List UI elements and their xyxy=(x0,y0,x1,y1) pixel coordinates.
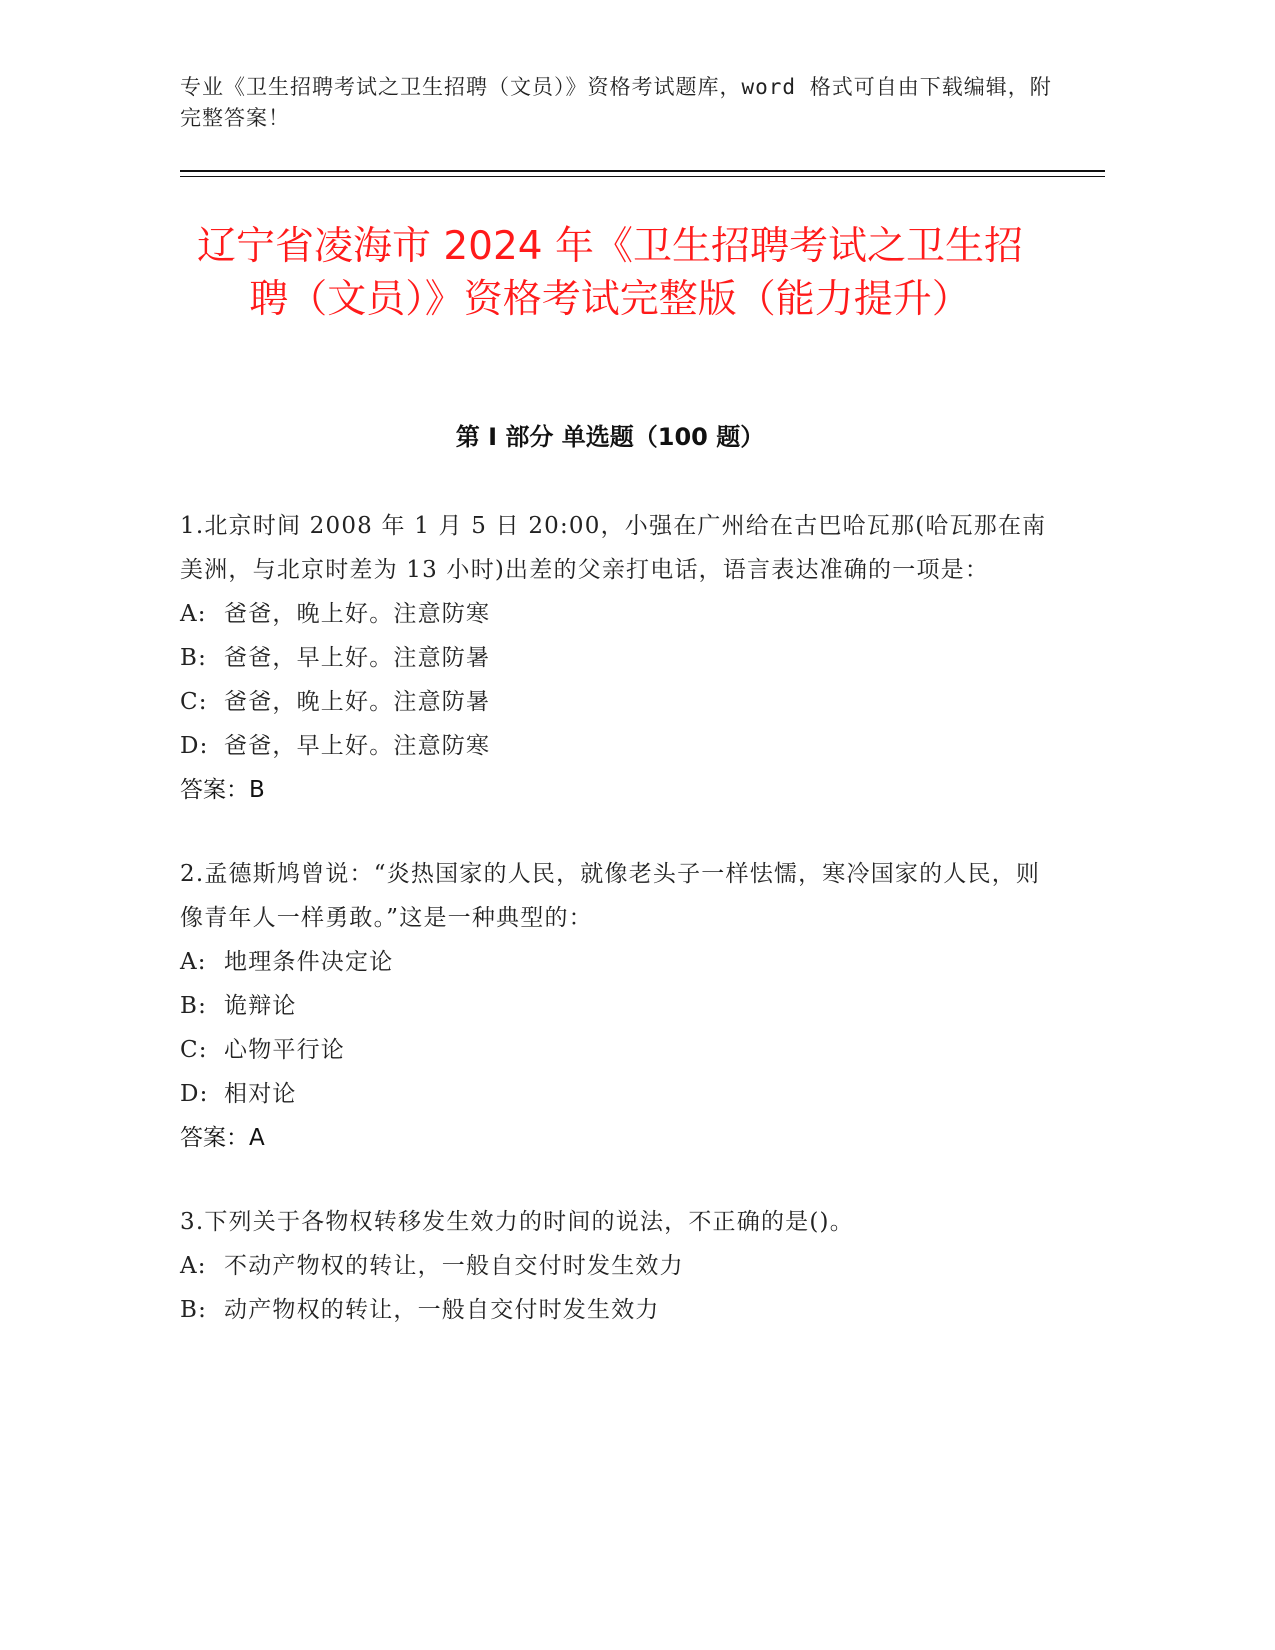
option-a xyxy=(180,940,1050,984)
option-text: 爸爸，晚上好。注意防暑 xyxy=(224,689,491,715)
option-key: A: xyxy=(180,601,207,627)
option-key: B: xyxy=(180,1297,208,1323)
header-rule-thick xyxy=(180,170,1105,172)
option-a xyxy=(180,1244,1050,1288)
question-list xyxy=(180,504,1050,1372)
document-title: 辽宁省凌海市 2024 年《卫生招聘考试之卫生招聘（文员）》资格考试完整版（能力提升） xyxy=(196,224,1024,322)
option-text: 地理条件决定论 xyxy=(224,949,394,975)
option-text: 爸爸，晚上好。注意防寒 xyxy=(224,601,491,627)
option-text: 不动产物权的转让，一般自交付时发生效力 xyxy=(224,1253,684,1279)
question-3 xyxy=(180,1200,1050,1332)
option-key: A: xyxy=(180,949,207,975)
option-text: 爸爸，早上好。注意防寒 xyxy=(224,733,491,759)
option-b xyxy=(180,984,1050,1028)
question-stem: 3.下列关于各物权转移发生效力的时间的说法，不正确的是()。 xyxy=(180,1209,854,1235)
option-key: A: xyxy=(180,1253,207,1279)
option-key: D: xyxy=(180,1081,209,1107)
option-key: B: xyxy=(180,993,208,1019)
option-key: D: xyxy=(180,733,209,759)
option-c xyxy=(180,1028,1050,1072)
option-d xyxy=(180,1072,1050,1116)
option-text: 相对论 xyxy=(224,1081,297,1107)
header-note: 专业《卫生招聘考试之卫生招聘（文员）》资格考试题库，word 格式可自由下载编辑，附完整答案！ xyxy=(180,75,1052,130)
section-heading: 第 I 部分 单选题（100 题） xyxy=(455,423,765,451)
header-rule-thin xyxy=(180,176,1105,177)
option-key: B: xyxy=(180,645,208,671)
option-d xyxy=(180,724,1050,768)
option-a xyxy=(180,592,1050,636)
option-b xyxy=(180,1288,1050,1332)
option-c xyxy=(180,680,1050,724)
option-text: 心物平行论 xyxy=(224,1037,345,1063)
option-text: 爸爸，早上好。注意防暑 xyxy=(224,645,491,671)
question-stem: 2.孟德斯鸠曾说：“炎热国家的人民，就像老头子一样怯懦，寒冷国家的人民，则像青年人一样勇敢。”这是一种典型的： xyxy=(180,861,1041,931)
question-stem: 1.北京时间 2008 年 1 月 5 日 20:00，小强在广州给在古巴哈瓦那(哈瓦那在南美洲，与北京时差为 13 小时)出差的父亲打电话，语言表达准确的一项是： xyxy=(180,513,1047,583)
option-key: C: xyxy=(180,689,208,715)
option-text: 诡辩论 xyxy=(224,993,297,1019)
question-1 xyxy=(180,504,1050,812)
option-text: 动产物权的转让，一般自交付时发生效力 xyxy=(224,1297,660,1323)
answer-line: 答案：B xyxy=(180,777,265,803)
option-b xyxy=(180,636,1050,680)
option-key: C: xyxy=(180,1037,208,1063)
answer-line: 答案：A xyxy=(180,1125,265,1151)
question-2 xyxy=(180,852,1050,1160)
